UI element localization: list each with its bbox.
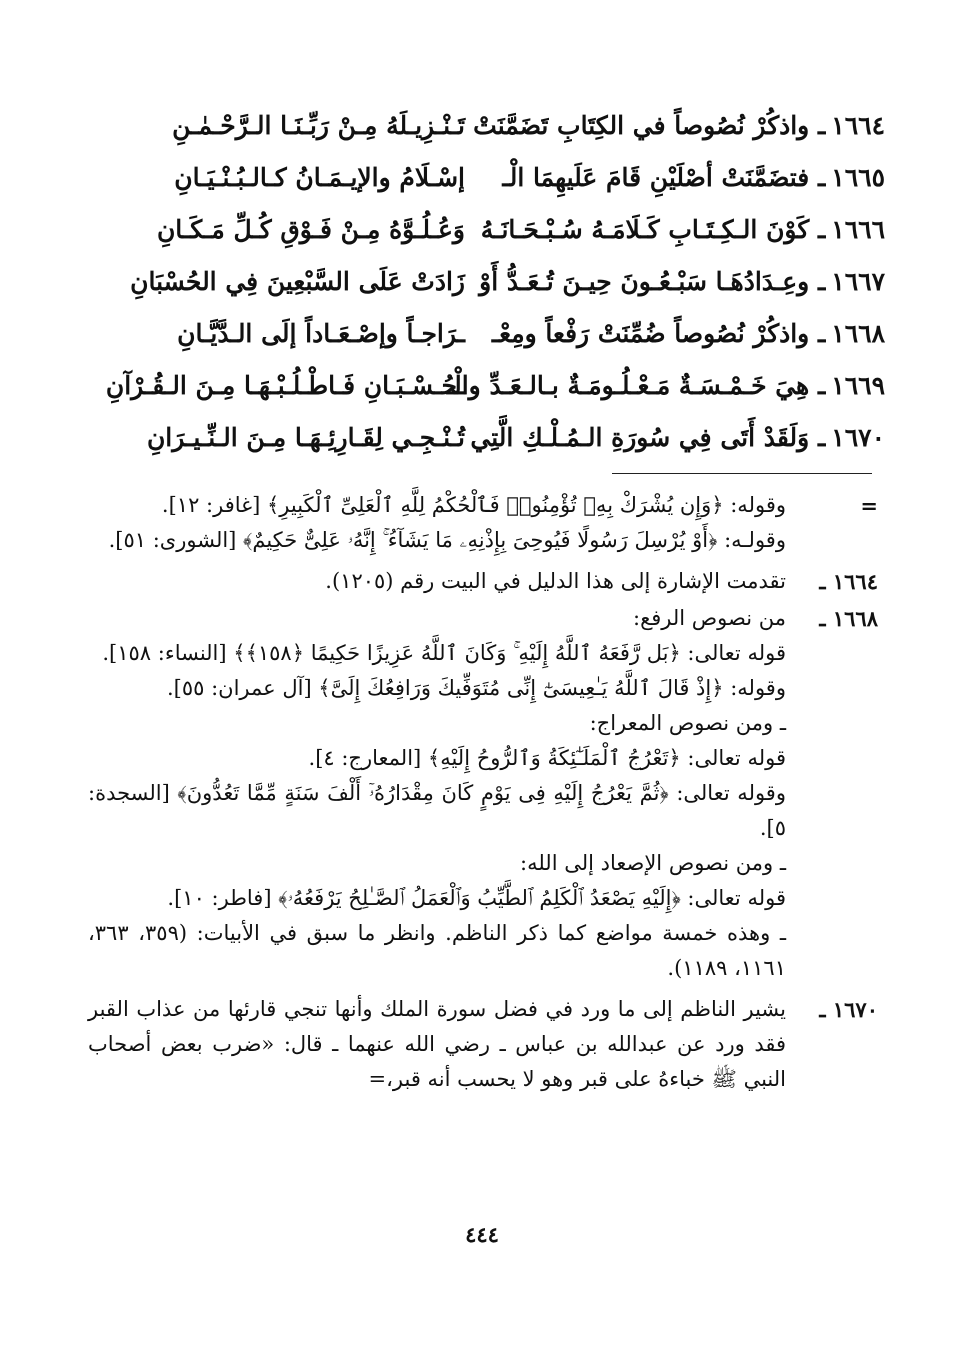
verse-number: ١٦٦٩ (831, 371, 885, 400)
verse-first-text: ـ واذكُرْ نُصُوصاً في الكِتَابِ تَضَمَّنَتْ (473, 111, 826, 140)
footnote-paragraph: يشير الناظم إلى ما ورد في فضل سورة الملك وأنها تنجي قارئها من عذاب القبر فقد ورد عن عبدالله بن عباس ـ رضي الله عنهما ـ قال: «ضرب بعض أصحاب النبي ﷺ خباءهُ على قبر وهو لا يحسب أنه قبر،= (88, 997, 786, 1091)
page-number: ٤٤٤ (465, 1222, 499, 1247)
footnote-body (88, 488, 786, 558)
footnote (88, 488, 878, 558)
footnote-body (88, 564, 786, 599)
footnote-number: = (860, 493, 878, 518)
footnote-number: ١٦٦٤ ـ (819, 569, 878, 594)
verse-number: ١٦٦٦ (831, 215, 885, 244)
footnote-paragraph: ـ ومن نصوص المعراج: (589, 711, 786, 735)
verse-first-hemistich (446, 360, 885, 412)
verse-first-hemistich (479, 256, 885, 308)
footnote-number: ١٦٧٠ ـ (819, 997, 878, 1022)
verse-number: ١٦٦٨ (831, 319, 885, 348)
verse-row (85, 308, 885, 360)
verse-first-hemistich (470, 412, 885, 464)
footnote-paragraph: قوله تعالى: ﴿بَل رَّفَعَهُ ٱللَّهُ إِلَيْهِ ۚ وَكَانَ ٱللَّهُ عَزِيزًا حَكِيمًا ﴿١٥٨﴾﴾ [النساء: ١٥٨]. (102, 641, 786, 665)
footnote-paragraph: قوله تعالى: ﴿تَعْرُجُ ٱلْمَلَـٰٓئِكَةُ وَٱلرُّوحُ إِلَيْهِ﴾ [المعارج: ٤]. (308, 746, 786, 770)
verse-first-text: ـ واذكُرْ نُصُوصاً ضُمِّنَتْ رَفْعاً ومِعْـ (491, 319, 826, 348)
verse-row (85, 152, 885, 204)
verse-first-text: ـ وَلَقَدْ أَتَى فِي سُورَةِ الـمُـلْـكِ الَّتِي (470, 423, 826, 452)
verse-number: ١٦٧٠ (831, 423, 885, 452)
poem-verses (85, 100, 885, 464)
verse-first-text: ـ كَوْنَ الـكِـتَـابِ كَـلَامَـهُ سُـبْـحَـانَـهُ (480, 215, 826, 244)
verse-row (85, 256, 885, 308)
verse-second-hemistich: وَعُـلُـوَّهُ مِـنْ فَـوْقِ كُـلِّ مَـكَـانِ (156, 215, 465, 244)
verse-row (85, 100, 885, 152)
footnote-paragraph: وقوله تعالى: ﴿ثُمَّ يَعْرُجُ إِلَيْهِ فِى يَوْمٍ كَانَ مِقْدَارُهُۥٓ أَلْفَ سَنَةٍ مِّمَّا تَعُدُّونَ﴾ [السجدة: ٥]. (88, 781, 786, 840)
footnote-paragraph: من نصوص الرفع: (633, 606, 786, 630)
verse-first-hemistich (473, 100, 885, 152)
footnote (88, 564, 878, 599)
footnote (88, 601, 878, 986)
footnote (88, 992, 878, 1097)
footnote-paragraph: قوله تعالى: ﴿إِلَيْهِ يَصْعَدُ ٱلْكَلِمُ ٱلطَّيِّبُ وَٱلْعَمَلُ ٱلصَّـٰلِحُ يَرْفَعُهُۥ﴾ [فاطر: ١٠]. (167, 886, 786, 910)
verse-first-hemistich (485, 152, 885, 204)
verse-second-hemistich: ـرَاجـاً وإصْـعَـاداً إلَى الـدَّيَّـانِ (177, 319, 465, 348)
verse-number: ١٦٦٧ (831, 267, 885, 296)
verse-row (85, 412, 885, 464)
footnote-paragraph: ـ وهذه خمسة مواضع كما ذكر الناظم. وانظر ما سبق في الأبيات: (٣٥٩، ٣٦٣، ١١٦١، ١١٨٩). (88, 921, 787, 980)
footnotes (88, 488, 878, 1097)
footnote-paragraph: وقوله: ﴿وَإِن يُشْرَكْ بِهِۦ تُؤْمِنُوا۟ فَٱلْحُكْمُ لِلَّهِ ٱلْعَلِىِّ ٱلْكَبِيرِ﴾ [غافر: ١٢]. (161, 493, 786, 517)
verse-first-hemistich (485, 308, 885, 360)
footnote-paragraph: تقدمت الإشارة إلى هذا الدليل في البيت رقم (١٢٠٥). (325, 569, 786, 593)
verse-number: ١٦٦٥ (831, 163, 885, 192)
verse-row (85, 360, 885, 412)
verse-second-hemistich: تَـنْـزِيـلَهُ مِـنْ رَبِّـنَـا الـرَّحْـمٰـنِ (172, 111, 465, 140)
footnote-body (88, 992, 786, 1097)
footnote-number: ١٦٦٨ ـ (819, 606, 878, 631)
footnote-paragraph: ـ ومن نصوص الإصعاد إلى الله: (520, 851, 786, 875)
verse-number: ١٦٦٤ (831, 111, 885, 140)
footnote-body (88, 601, 786, 986)
footnote-paragraph: وقولـه: ﴿أَوْ يُرْسِلَ رَسُولًا فَيُوحِىَ بِإِذْنِهِۦ مَا يَشَآءُ ۚ إِنَّهُۥ عَلِىٌّ حَكِيمٌ﴾ [الشورى: ٥١]. (108, 528, 786, 552)
verse-first-text: ـ فتضَمَّنَتْ أصْلَيْنِ قَامَ عَلَيهِمَا الْـ (502, 163, 826, 192)
verse-first-text: ـ هِيَ خَـمْـسَـةٌ مَـعْـلُـومَـةٌ بـالـعَـدِّ والْـ (446, 371, 826, 400)
verse-second-hemistich: إسْـلَامُ والإيـمَـانُ كـالـبُـنْـيَـانِ (174, 163, 465, 192)
footnote-separator (612, 473, 872, 474)
verse-second-hemistich: تُـنْـجِـي لِقَـارِئِـهَـا مِـنَ الـنِّـيـرَانِ (146, 423, 465, 452)
verse-row (85, 204, 885, 256)
verse-first-hemistich (480, 204, 885, 256)
verse-second-hemistich: ـحُـسْـبَـانِ فَـاطْـلُـبْـهَـا مِـنَ الـقُـرْآنِ (105, 371, 465, 400)
verse-first-text: ـ وعِـدَادُهَـا سَبْـعُـونَ حِيـنَ تُـعَـدُّ أَوْ (479, 267, 826, 296)
footnote-paragraph: وقوله: ﴿إِذْ قَالَ ٱللَّهُ يَـٰعِيسَىٰٓ إِنِّى مُتَوَفِّيكَ وَرَافِعُكَ إِلَىَّ﴾ [آل عمران: ٥٥]. (166, 676, 786, 700)
verse-second-hemistich: زَادَتْ عَلَى السَّبْعِينَ فِي الحُسْبَانِ (130, 267, 465, 296)
